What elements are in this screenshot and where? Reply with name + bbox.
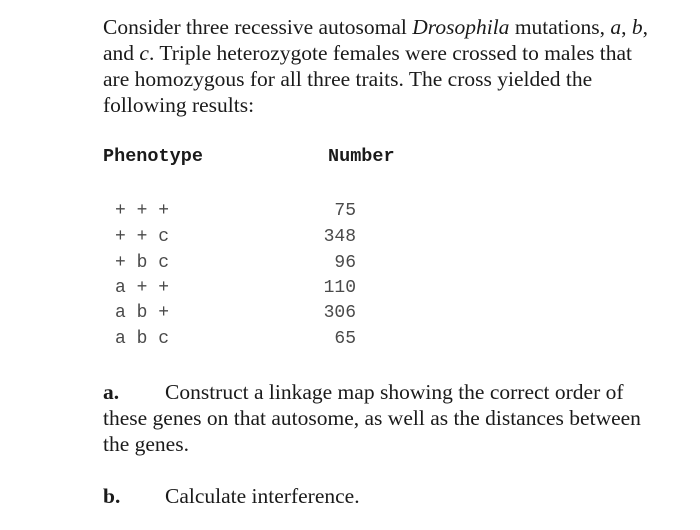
species-name: Drosophila (412, 15, 510, 39)
number-cell: 348 (323, 227, 356, 247)
phenotype-cell: + b c (115, 253, 170, 273)
phenotype-cell: a b + (115, 303, 170, 323)
number-cell: 306 (323, 303, 356, 323)
question-b-label: b. (103, 484, 121, 508)
question-a-label: a. (103, 380, 120, 404)
intro-text-1: Consider three recessive autosomal (103, 15, 413, 39)
number-cell: 110 (323, 278, 356, 298)
phenotype-column-header: Phenotype (103, 146, 203, 167)
intro-sep-2: , and (103, 15, 648, 65)
question-b-text: Calculate interference. (165, 484, 360, 508)
question-a-text: Construct a linkage map showing the correct order of these genes on that autosome, as well as the distances between the genes. (103, 380, 641, 456)
gene-c: c (139, 41, 149, 65)
intro-sep-1: , (621, 15, 632, 39)
gene-b: b (631, 15, 643, 39)
phenotype-cell: a b c (115, 329, 170, 349)
gene-a: a (610, 15, 622, 39)
phenotype-cell: + + + (115, 201, 170, 221)
question-a (103, 379, 663, 457)
number-cell: 96 (334, 253, 356, 273)
problem-statement (103, 14, 663, 118)
intro-paragraph (103, 14, 663, 118)
question-b (103, 483, 663, 509)
number-column-header: Number (328, 146, 395, 167)
phenotype-cell: + + c (115, 227, 170, 247)
number-cell: 75 (334, 201, 356, 221)
intro-text-3: . Triple heterozygote females were crossed to males that are homozygous for all three traits. The cross yielded the following results: (103, 41, 632, 117)
intro-text-2: mutations, (509, 15, 611, 39)
phenotype-cell: a + + (115, 278, 170, 298)
number-cell: 65 (334, 329, 356, 349)
